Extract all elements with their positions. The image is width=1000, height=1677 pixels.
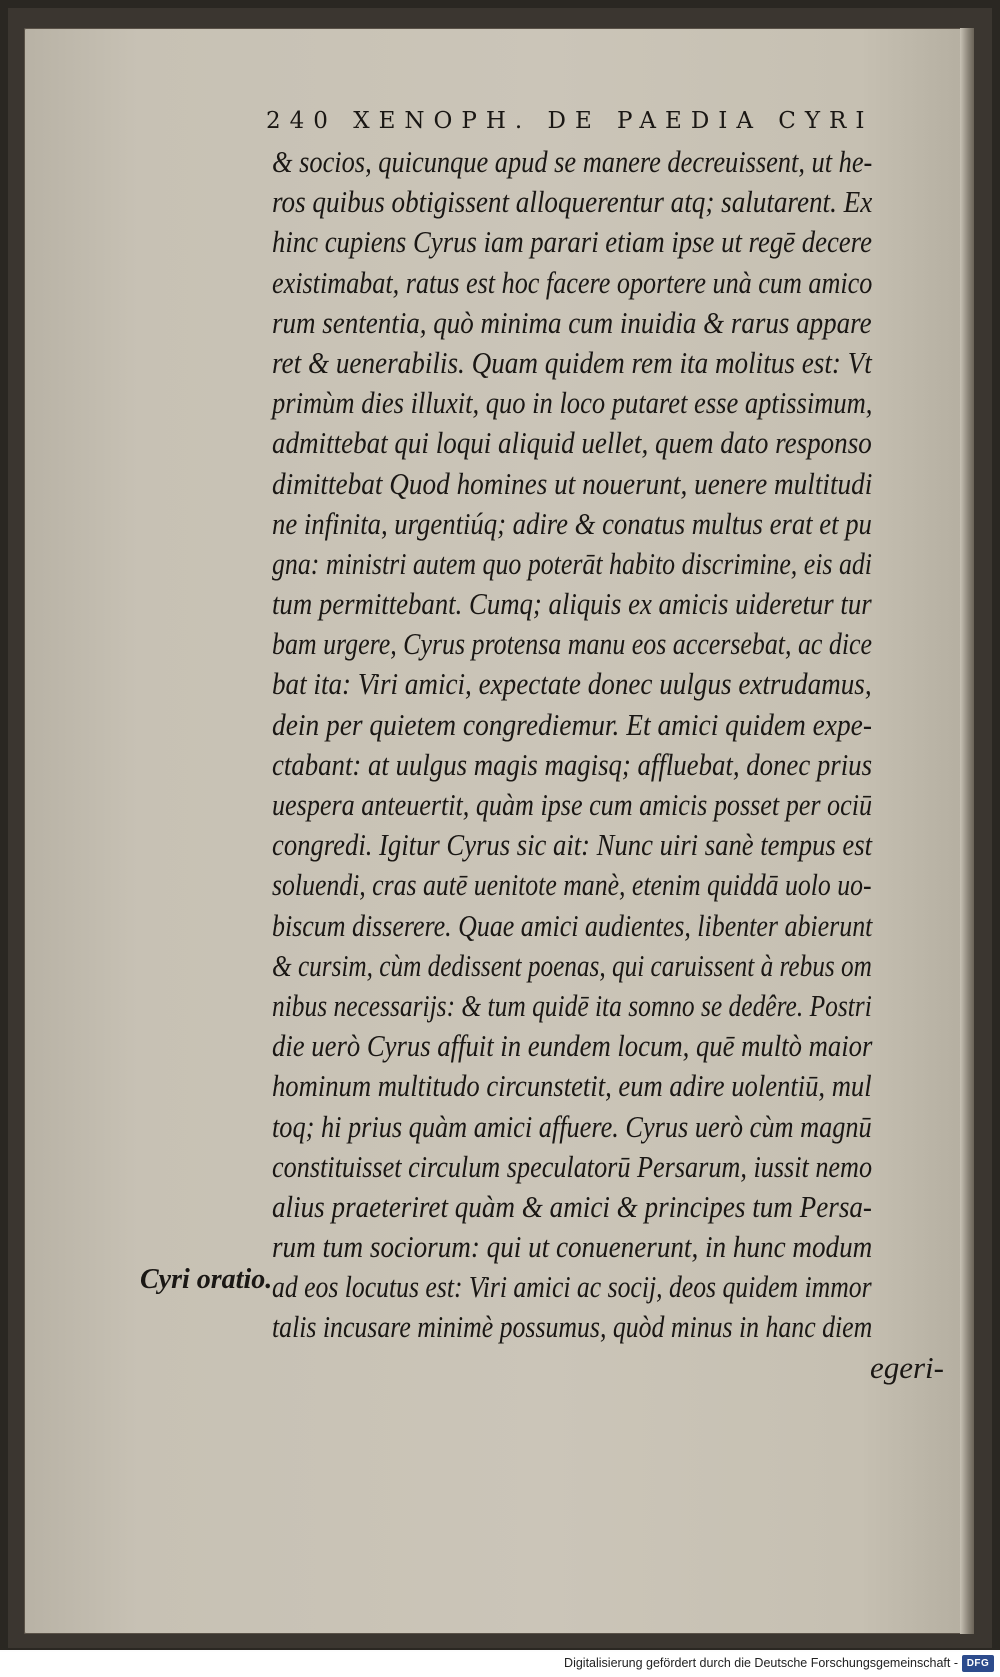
text-line: soluendi, cras autē uenitote manè, etenim quiddā uolo uo- xyxy=(272,867,872,903)
text-line: uespera anteuertit, quàm ipse cum amicis posset per ociū xyxy=(272,787,873,822)
dfg-logo-icon: DFG xyxy=(962,1655,994,1672)
text-line: tum permittebant. Cumq; aliquis ex amicis uideretur tur xyxy=(272,586,872,622)
text-line: ctabant: at uulgus magis magisq; affluebat, donec prius xyxy=(272,746,873,782)
text-line: die uerò Cyrus affuit in eundem locum, quē multò maior xyxy=(272,1028,873,1064)
text-line: admittebat qui loqui aliquid uellet, quem dato responso xyxy=(272,425,872,461)
text-line: bat ita: Viri amici, expectate donec uulgus extrudamus, xyxy=(272,666,872,702)
text-line: toq; hi prius quàm amici affuere. Cyrus uerò cùm magnū xyxy=(272,1108,872,1144)
body-text xyxy=(272,142,944,1388)
text-line: & cursim, cùm dedissent poenas, qui caruissent à rebus om xyxy=(272,947,872,983)
text-line: rum sententia, quò minima cum inuidia & rarus appare xyxy=(272,304,872,340)
text-line: ros quibus obtigissent alloquerentur atq; salutarent. Ex xyxy=(272,184,873,220)
margin-note: Cyri oratio. xyxy=(140,1264,273,1295)
running-header: 240 XENOPH. DE PAEDIA CYRI xyxy=(266,108,874,134)
text-line: congredi. Igitur Cyrus sic ait: Nunc uiri sanè tempus est xyxy=(272,827,873,863)
text-line: dimittebat Quod homines ut nouerunt, uenere multitudi xyxy=(272,465,873,501)
text-line: existimabat, ratus est hoc facere oportere unà cum amico xyxy=(272,264,873,300)
text-line: constituisset circulum speculatorū Persarum, iussit nemo xyxy=(272,1148,873,1184)
page-edge xyxy=(960,28,974,1634)
text-line: ret & uenerabilis. Quam quidem rem ita molitus est: Vt xyxy=(272,344,872,380)
text-line: rum tum sociorum: qui ut conuenerunt, in hunc modum xyxy=(272,1229,873,1265)
text-line: dein per quietem congrediemur. Et amici quidem expe- xyxy=(272,706,872,742)
text-line: ne infinita, urgentiúq; adire & conatus multus erat et pu xyxy=(272,505,872,541)
text-line: egeri- xyxy=(869,1349,944,1385)
text-line: hinc cupiens Cyrus iam parari etiam ipse ut regē decere xyxy=(272,224,872,260)
text-line: hominum multitudo circunstetit, eum adire uolentiū, mul xyxy=(272,1068,872,1104)
text-line: gna: ministri autem quo poterāt habito discrimine, eis adi xyxy=(272,545,872,581)
text-line: & socios, quicunque apud se manere decreuissent, ut he- xyxy=(272,144,873,179)
text-line: primùm dies illuxit, quo in loco putaret esse aptissimum, xyxy=(272,385,873,421)
text-line: talis incusare minimè possumus, quòd minus in hanc diem xyxy=(272,1309,873,1345)
text-line: nibus necessarijs: & tum quidē ita somno se dedêre. Postri xyxy=(272,987,872,1023)
footer-bar xyxy=(0,1652,1000,1677)
text-line: bam urgere, Cyrus protensa manu eos accersebat, ac dice xyxy=(272,626,873,662)
text-line: ad eos locutus est: Viri amici ac socij, deos quidem immor xyxy=(272,1269,872,1305)
text-line: alius praeteriret quàm & amici & principes tum Persa- xyxy=(272,1188,872,1224)
funding-notice: Digitalisierung gefördert durch die Deutsche Forschungsgemeinschaft - xyxy=(564,1656,958,1670)
text-line: biscum disserere. Quae amici audientes, libenter abierunt xyxy=(272,907,873,943)
